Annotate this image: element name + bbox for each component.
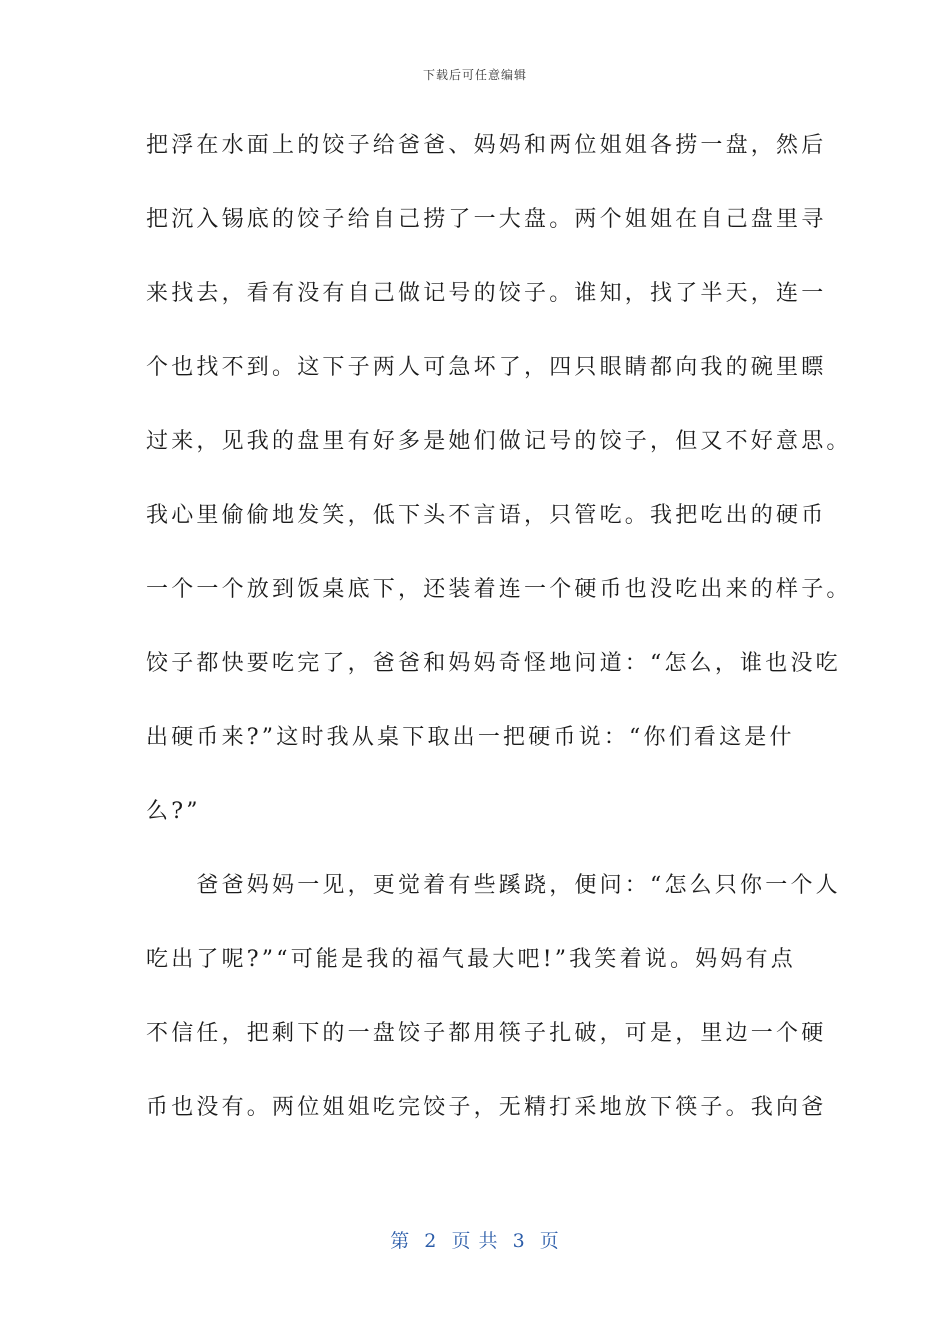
page-number: 第 2 页 共 3 页 — [390, 1230, 560, 1252]
download-note: 下载后可任意编辑 — [422, 68, 527, 82]
text-line: 把沉入锡底的饺子给自己捞了一大盘。两个姐姐在自己盘里寻 — [146, 207, 827, 232]
text-line: 吃出了呢?”“可能是我的福气最大吧!”我笑着说。妈妈有点 — [146, 947, 796, 972]
text-line: 不信任，把剩下的一盘饺子都用筷子扎破，可是，里边一个硬 — [146, 1021, 827, 1046]
text-line: 过来，见我的盘里有好多是她们做记号的饺子，但又不好意思。 — [146, 429, 852, 454]
text-line: 一个一个放到饭桌底下，还装着连一个硬币也没吃出来的样子。 — [146, 577, 852, 602]
text-line: 币也没有。两位姐姐吃完饺子，无精打采地放下筷子。我向爸 — [146, 1095, 827, 1120]
text-line: 饺子都快要吃完了，爸爸和妈妈奇怪地问道：“怎么，谁也没吃 — [146, 651, 841, 676]
text-line: 个也找不到。这下子两人可急坏了，四只眼睛都向我的碗里瞟 — [146, 355, 827, 380]
text-line: 爸爸妈妈一见，更觉着有些蹊跷，便问：“怎么只你一个人 — [146, 873, 841, 898]
text-line: 来找去，看有没有自己做记号的饺子。谁知，找了半天，连一 — [146, 281, 827, 306]
text-line: 我心里偷偷地发笑，低下头不言语，只管吃。我把吃出的硬币 — [146, 503, 827, 528]
text-line: 么?” — [146, 799, 201, 824]
text-line: 把浮在水面上的饺子给爸爸、妈妈和两位姐姐各捞一盘，然后 — [146, 133, 827, 158]
text-line: 出硬币来?”这时我从桌下取出一把硬币说：“你们看这是什 — [146, 725, 795, 750]
